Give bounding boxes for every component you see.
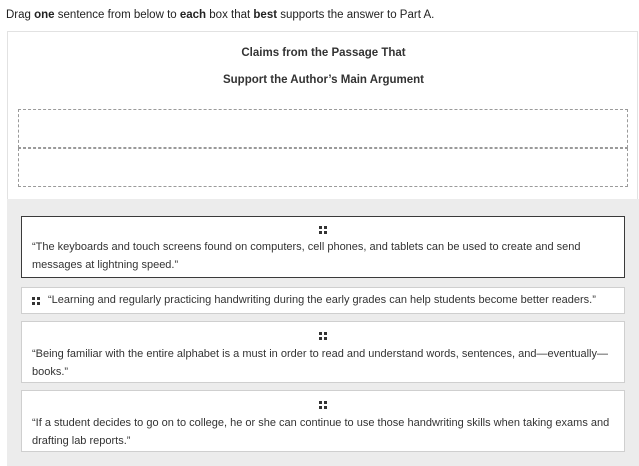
- instruction-part: sentence from below to: [54, 9, 180, 21]
- option-text: “The keyboards and touch screens found on computers, cell phones, and tablets can be used to create and send messages at lightning speed.”: [32, 241, 581, 271]
- target-title-line-2: Support the Author’s Main Argument: [222, 74, 425, 86]
- source-panel: [7, 199, 639, 466]
- option-text: “If a student decides to go on to college, he or she can continue to use those handwriting skills when taking exams and drafting lab reports.”: [32, 417, 610, 447]
- drag-handle-icon[interactable]: [319, 332, 327, 340]
- instruction-text: [6, 9, 434, 21]
- instruction-emphasis: each: [179, 9, 207, 21]
- instruction-part: supports the answer to Part A.: [277, 9, 435, 21]
- instruction-part: Drag: [6, 9, 35, 21]
- draggable-option-4[interactable]: [21, 390, 625, 452]
- drag-handle-icon[interactable]: [319, 401, 327, 409]
- draggable-option-3[interactable]: [21, 321, 625, 383]
- target-title-line-1: Claims from the Passage That: [241, 47, 406, 59]
- drop-zone-1[interactable]: [18, 109, 628, 148]
- drag-handle-icon[interactable]: [32, 297, 40, 305]
- instruction-emphasis: best: [253, 9, 278, 21]
- target-panel: [7, 31, 638, 199]
- option-text: “Being familiar with the entire alphabet is a must in order to read and understand words, sentences, and—eventually—books.”: [32, 348, 608, 378]
- instruction-emphasis: one: [34, 9, 55, 21]
- drop-zone-2[interactable]: [18, 148, 628, 187]
- draggable-option-1[interactable]: [21, 216, 625, 278]
- drag-handle-icon[interactable]: [319, 226, 327, 234]
- draggable-option-2[interactable]: [21, 287, 625, 314]
- instruction-part: box that: [206, 9, 254, 21]
- option-text: “Learning and regularly practicing handwriting during the early grades can help students become better readers.”: [48, 293, 596, 306]
